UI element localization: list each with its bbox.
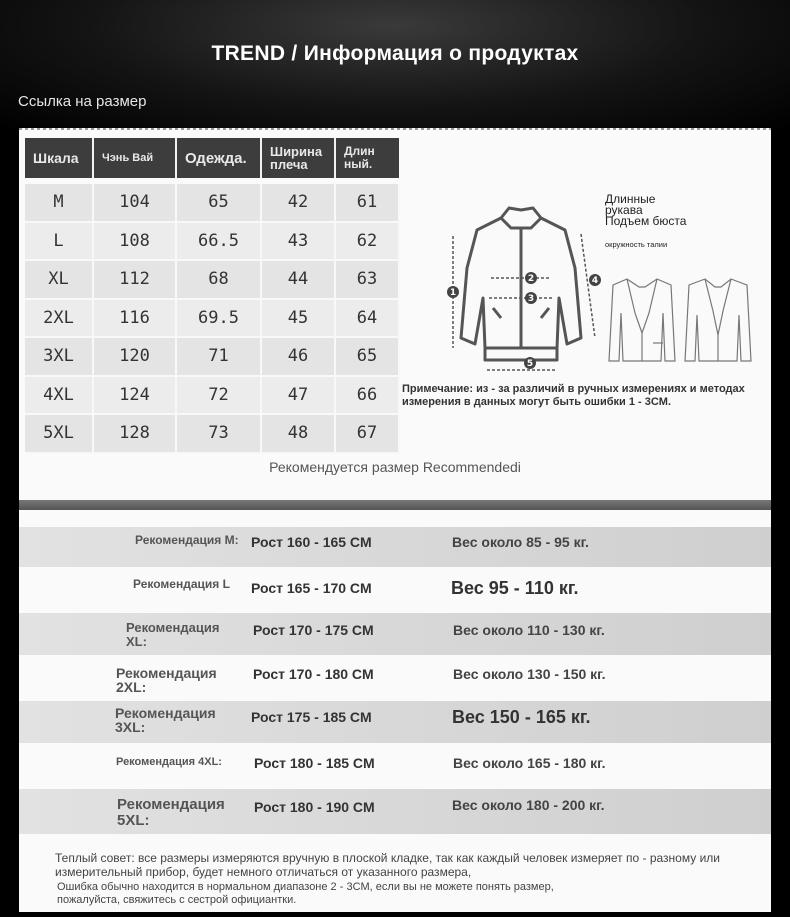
rec-size-label: Рекомендация L	[133, 577, 230, 591]
rec-weight: Вес около 85 - 95 кг.	[452, 534, 589, 550]
cell-length: 68	[176, 260, 261, 299]
recommendation-row	[19, 527, 771, 567]
cell-sleeve: 66	[335, 376, 399, 415]
marker-2: 2	[527, 274, 535, 284]
cell-sleeve: 64	[335, 299, 399, 338]
recommendation-row	[19, 789, 771, 834]
cell-shoulder: 42	[261, 184, 335, 222]
rec-weight: Вес около 130 - 150 кг.	[453, 666, 606, 682]
cell-chest: 116	[93, 299, 176, 338]
rec-size-label: Рекомендация 5XL:	[117, 796, 225, 829]
marker-1: 1	[449, 288, 457, 298]
header-shoulder: Ширина плеча	[261, 138, 335, 178]
label-long-sleeve: Длинные рукава	[605, 192, 656, 217]
cell-shoulder: 48	[261, 414, 335, 453]
cell-sleeve: 62	[335, 222, 399, 261]
rec-height: Рост 170 - 180 CM	[253, 666, 374, 682]
rec-height: Рост 160 - 165 CM	[251, 534, 372, 550]
rec-size-label: Рекомендация 4XL:	[116, 756, 222, 768]
marker-5: 5	[526, 359, 534, 369]
rec-size-label: Рекомендация 3XL:	[115, 705, 216, 735]
jacket-measurement-diagram	[431, 198, 611, 378]
cell-length: 65	[176, 184, 261, 222]
warm-tip-text: Теплый совет: все размеры измеряются вручную в плоской кладке, так как каждый человек измеряет по - разному или измерительный прибор, будет немного отличаться от указанного размера,	[55, 851, 720, 879]
table-row	[25, 184, 399, 222]
table-row	[25, 299, 399, 338]
recommendation-row	[19, 745, 771, 787]
section-divider	[19, 500, 771, 510]
table-row	[25, 222, 399, 261]
rec-size-label: Рекомендация XL:	[126, 620, 220, 649]
cell-size: XL	[25, 260, 93, 299]
cell-chest: 124	[93, 376, 176, 415]
recommendation-row	[19, 569, 771, 611]
rec-size-label: Рекомендация M:	[135, 533, 239, 547]
size-panel	[19, 128, 771, 912]
cell-length: 73	[176, 414, 261, 453]
recommendation-row	[19, 701, 771, 743]
rec-size-label: Рекомендация 2XL:	[116, 665, 217, 695]
cell-length: 66.5	[176, 222, 261, 261]
marker-3: 3	[527, 294, 535, 304]
rec-weight: Вес около 110 - 130 кг.	[453, 622, 605, 638]
header-sleeve: Длин ный.	[335, 138, 399, 178]
rec-height: Рост 165 - 170 CM	[251, 580, 372, 596]
size-table	[25, 138, 400, 454]
header-scale: Шкала	[25, 138, 93, 178]
table-row	[25, 337, 399, 376]
cell-size: 5XL	[25, 414, 93, 453]
cell-size: 2XL	[25, 299, 93, 338]
label-waist: окружность талии	[605, 240, 668, 249]
panel-dotted-border	[19, 128, 771, 130]
rec-height: Рост 180 - 190 CM	[254, 799, 375, 815]
cell-shoulder: 46	[261, 337, 335, 376]
cell-sleeve: 65	[335, 337, 399, 376]
cell-sleeve: 63	[335, 260, 399, 299]
header-clothes-length: Одежда.	[176, 138, 261, 178]
cell-chest: 108	[93, 222, 176, 261]
recommendation-row	[19, 613, 771, 655]
table-row	[25, 260, 399, 299]
cell-shoulder: 45	[261, 299, 335, 338]
table-row	[25, 414, 399, 453]
cell-chest: 104	[93, 184, 176, 222]
cell-shoulder: 43	[261, 222, 335, 261]
page-title: TREND / Информация о продуктах	[211, 42, 579, 65]
measurement-note: Примечание: из - за различий в ручных измерениях и методах измерения в данных могут быть ошибки 1 - 3CM.	[402, 383, 745, 408]
error-tip-text: Ошибка обычно находится в нормальном диапазоне 2 - 3CM, если вы не можете понять размер, пожалуйста, свяжитесь с сестрой официантки.	[57, 881, 554, 906]
header-chest: Чэнь Вай	[93, 138, 176, 178]
rec-weight: Вес 150 - 165 кг.	[452, 707, 591, 727]
label-bust-lift: Подъем бюста	[605, 214, 687, 228]
suit-sketch-illustration	[605, 273, 755, 365]
rec-height: Рост 180 - 185 CM	[254, 755, 375, 771]
cell-shoulder: 44	[261, 260, 335, 299]
cell-length: 69.5	[176, 299, 261, 338]
table-row	[25, 376, 399, 415]
rec-height: Рост 170 - 175 CM	[253, 622, 374, 638]
rec-weight: Вес около 165 - 180 кг.	[453, 755, 606, 771]
rec-height: Рост 175 - 185 CM	[251, 709, 372, 725]
cell-chest: 128	[93, 414, 176, 453]
cell-size: 3XL	[25, 337, 93, 376]
cell-size: L	[25, 222, 93, 261]
cell-size: M	[25, 184, 93, 222]
rec-weight: Вес около 180 - 200 кг.	[452, 797, 605, 813]
marker-4: 4	[591, 276, 599, 286]
rec-weight: Вес 95 - 110 кг.	[451, 578, 579, 598]
size-table-header	[25, 138, 399, 178]
recommended-size-heading: Рекомендуется размер Recommendedi	[269, 459, 521, 475]
cell-shoulder: 47	[261, 376, 335, 415]
cell-sleeve: 61	[335, 184, 399, 222]
size-reference-subtitle: Ссылка на размер	[18, 93, 147, 110]
cell-length: 71	[176, 337, 261, 376]
cell-sleeve: 67	[335, 414, 399, 453]
cell-length: 72	[176, 376, 261, 415]
cell-size: 4XL	[25, 376, 93, 415]
cell-chest: 120	[93, 337, 176, 376]
cell-chest: 112	[93, 260, 176, 299]
recommendation-row	[19, 657, 771, 699]
